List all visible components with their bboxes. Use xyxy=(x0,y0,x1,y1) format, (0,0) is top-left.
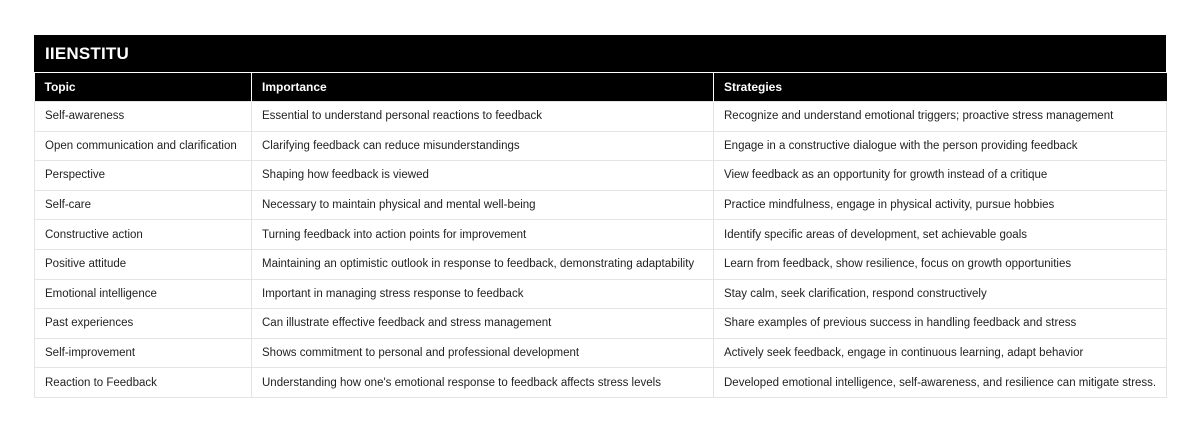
cell-importance: Important in managing stress response to feedback xyxy=(252,279,714,309)
table-row xyxy=(35,220,1167,250)
cell-topic: Perspective xyxy=(35,161,252,191)
table-row xyxy=(35,279,1167,309)
table-row xyxy=(35,309,1167,339)
cell-importance: Essential to understand personal reactions to feedback xyxy=(252,102,714,132)
cell-topic: Reaction to Feedback xyxy=(35,368,252,398)
column-header-strategies: Strategies xyxy=(714,73,1167,102)
brand-title: IIENSTITU xyxy=(34,35,1166,72)
table-row xyxy=(35,102,1167,132)
cell-topic: Constructive action xyxy=(35,220,252,250)
cell-topic: Self-improvement xyxy=(35,338,252,368)
cell-importance: Shaping how feedback is viewed xyxy=(252,161,714,191)
cell-topic: Emotional intelligence xyxy=(35,279,252,309)
cell-importance: Clarifying feedback can reduce misunderstandings xyxy=(252,131,714,161)
table-row xyxy=(35,338,1167,368)
cell-strategies: Learn from feedback, show resilience, focus on growth opportunities xyxy=(714,249,1167,279)
table-header-row xyxy=(35,73,1167,102)
cell-strategies: Developed emotional intelligence, self-awareness, and resilience can mitigate stress. xyxy=(714,368,1167,398)
column-header-topic: Topic xyxy=(35,73,252,102)
cell-importance: Turning feedback into action points for improvement xyxy=(252,220,714,250)
cell-topic: Open communication and clarification xyxy=(35,131,252,161)
cell-strategies: Identify specific areas of development, set achievable goals xyxy=(714,220,1167,250)
cell-topic: Self-awareness xyxy=(35,102,252,132)
data-table xyxy=(34,72,1167,398)
feedback-stress-table-card xyxy=(34,35,1166,398)
cell-importance: Necessary to maintain physical and mental well-being xyxy=(252,190,714,220)
cell-topic: Past experiences xyxy=(35,309,252,339)
cell-strategies: Share examples of previous success in handling feedback and stress xyxy=(714,309,1167,339)
table-row xyxy=(35,131,1167,161)
cell-strategies: View feedback as an opportunity for growth instead of a critique xyxy=(714,161,1167,191)
cell-strategies: Engage in a constructive dialogue with the person providing feedback xyxy=(714,131,1167,161)
cell-importance: Understanding how one's emotional response to feedback affects stress levels xyxy=(252,368,714,398)
table-row xyxy=(35,368,1167,398)
cell-importance: Maintaining an optimistic outlook in response to feedback, demonstrating adaptability xyxy=(252,249,714,279)
table-row xyxy=(35,190,1167,220)
cell-strategies: Stay calm, seek clarification, respond constructively xyxy=(714,279,1167,309)
cell-strategies: Practice mindfulness, engage in physical activity, pursue hobbies xyxy=(714,190,1167,220)
cell-importance: Can illustrate effective feedback and stress management xyxy=(252,309,714,339)
cell-importance: Shows commitment to personal and professional development xyxy=(252,338,714,368)
cell-topic: Positive attitude xyxy=(35,249,252,279)
table-row xyxy=(35,161,1167,191)
cell-strategies: Recognize and understand emotional triggers; proactive stress management xyxy=(714,102,1167,132)
column-header-importance: Importance xyxy=(252,73,714,102)
cell-topic: Self-care xyxy=(35,190,252,220)
cell-strategies: Actively seek feedback, engage in continuous learning, adapt behavior xyxy=(714,338,1167,368)
table-row xyxy=(35,249,1167,279)
